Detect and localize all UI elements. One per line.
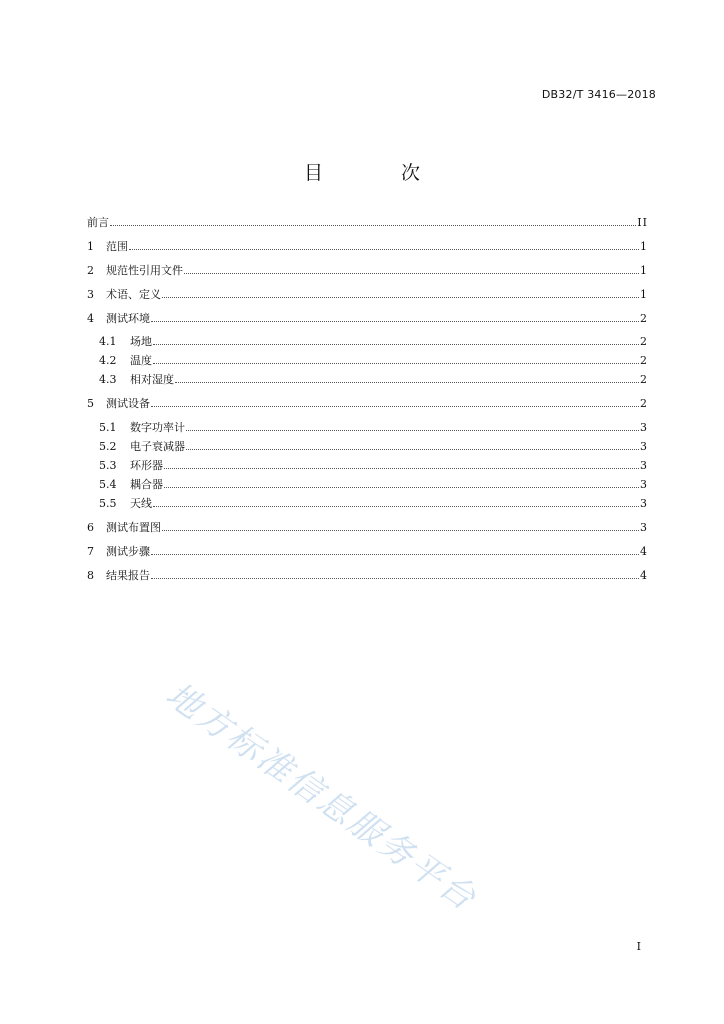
- toc-entry-number: 4.3: [99, 373, 117, 386]
- toc-entry-label: 环形器: [130, 459, 163, 472]
- toc-entry-label: 术语、定义: [106, 288, 161, 301]
- toc-entry-label: 规范性引用文件: [106, 264, 183, 277]
- page-number: I: [636, 940, 641, 953]
- toc-leader-dots: [151, 398, 639, 407]
- toc-entry[interactable]: [87, 217, 648, 229]
- toc-entry-number: 5: [87, 397, 94, 410]
- toc-entry-label: 耦合器: [130, 478, 163, 491]
- toc-entry[interactable]: [87, 355, 648, 367]
- toc-entry-label: 测试设备: [106, 397, 150, 410]
- toc-entry[interactable]: [87, 422, 648, 434]
- toc-entry-page: 2: [640, 354, 648, 367]
- toc-entry-number: 5.2: [99, 440, 117, 453]
- toc-leader-dots: [110, 217, 636, 226]
- toc-entry-page: 3: [640, 459, 648, 472]
- toc-entry[interactable]: [87, 570, 648, 582]
- toc-leader-dots: [186, 422, 639, 431]
- toc-entry-number: 4: [87, 312, 94, 325]
- toc-entry-label: 天线: [130, 497, 152, 510]
- toc-entry-page: 4: [640, 569, 648, 582]
- toc-entry[interactable]: [87, 374, 648, 386]
- toc-entry-number: 5.1: [99, 421, 117, 434]
- toc-entry-label: 前言: [87, 216, 109, 229]
- toc-entry[interactable]: [87, 441, 648, 453]
- toc-entry-label: 测试环境: [106, 312, 150, 325]
- toc-entry-number: 5.3: [99, 459, 117, 472]
- toc-entry-label: 数字功率计: [130, 421, 185, 434]
- toc-entry-label: 场地: [130, 335, 152, 348]
- toc-entry-number: 5.5: [99, 497, 117, 510]
- toc-entry-number: 5.4: [99, 478, 117, 491]
- toc-entry[interactable]: [87, 522, 648, 534]
- toc-entry-label: 电子衰减器: [130, 440, 185, 453]
- toc-entry-page: 3: [640, 440, 648, 453]
- toc-entry-label: 温度: [130, 354, 152, 367]
- toc-entry[interactable]: [87, 336, 648, 348]
- toc-entry-number: 8: [87, 569, 94, 582]
- toc-entry[interactable]: [87, 241, 648, 253]
- toc-entry-number: 6: [87, 521, 94, 534]
- toc-entry-page: 3: [640, 497, 648, 510]
- toc-leader-dots: [153, 355, 639, 364]
- toc-entry-page: 1: [640, 288, 648, 301]
- toc-entry[interactable]: [87, 289, 648, 301]
- toc-leader-dots: [175, 374, 639, 383]
- toc-leader-dots: [162, 522, 639, 531]
- toc-entry-page: II: [637, 216, 648, 229]
- toc-entry-number: 2: [87, 264, 94, 277]
- toc-entry-page: 3: [640, 421, 648, 434]
- toc-entry-number: 1: [87, 240, 94, 253]
- toc-entry-page: 2: [640, 312, 648, 325]
- toc-leader-dots: [129, 241, 639, 250]
- toc-entry-number: 4.1: [99, 335, 117, 348]
- toc-entry[interactable]: [87, 546, 648, 558]
- toc-leader-dots: [164, 460, 639, 469]
- toc-entry-label: 测试步骤: [106, 545, 150, 558]
- watermark: 地方标准信息服务平台: [158, 674, 485, 920]
- toc-entry-label: 结果报告: [106, 569, 150, 582]
- toc-leader-dots: [186, 441, 639, 450]
- toc-entry-page: 2: [640, 373, 648, 386]
- toc-entry-number: 3: [87, 288, 94, 301]
- toc-leader-dots: [153, 336, 639, 345]
- toc-entry-label: 范围: [106, 240, 128, 253]
- toc-leader-dots: [151, 313, 639, 322]
- toc-leader-dots: [184, 265, 639, 274]
- toc-entry-number: 4.2: [99, 354, 117, 367]
- toc-entry-number: 7: [87, 545, 94, 558]
- toc-entry-page: 2: [640, 335, 648, 348]
- toc-entry-page: 3: [640, 478, 648, 491]
- toc-entry-page: 2: [640, 397, 648, 410]
- toc-entry[interactable]: [87, 479, 648, 491]
- toc-title: 目 次: [303, 162, 457, 184]
- toc-leader-dots: [162, 289, 639, 298]
- toc-leader-dots: [153, 498, 639, 507]
- toc-entry-page: 4: [640, 545, 648, 558]
- toc-entry[interactable]: [87, 313, 648, 325]
- toc-leader-dots: [164, 479, 639, 488]
- toc-entry-page: 3: [640, 521, 648, 534]
- toc-entry-page: 1: [640, 264, 648, 277]
- toc-entry-label: 测试布置图: [106, 521, 161, 534]
- toc-entry[interactable]: [87, 265, 648, 277]
- document-code: DB32/T 3416—2018: [541, 88, 656, 101]
- toc-entry-page: 1: [640, 240, 648, 253]
- toc-leader-dots: [151, 546, 639, 555]
- toc-entry[interactable]: [87, 498, 648, 510]
- toc-leader-dots: [151, 570, 639, 579]
- toc-entry-label: 相对湿度: [130, 373, 174, 386]
- toc-entry[interactable]: [87, 460, 648, 472]
- toc-entry[interactable]: [87, 398, 648, 410]
